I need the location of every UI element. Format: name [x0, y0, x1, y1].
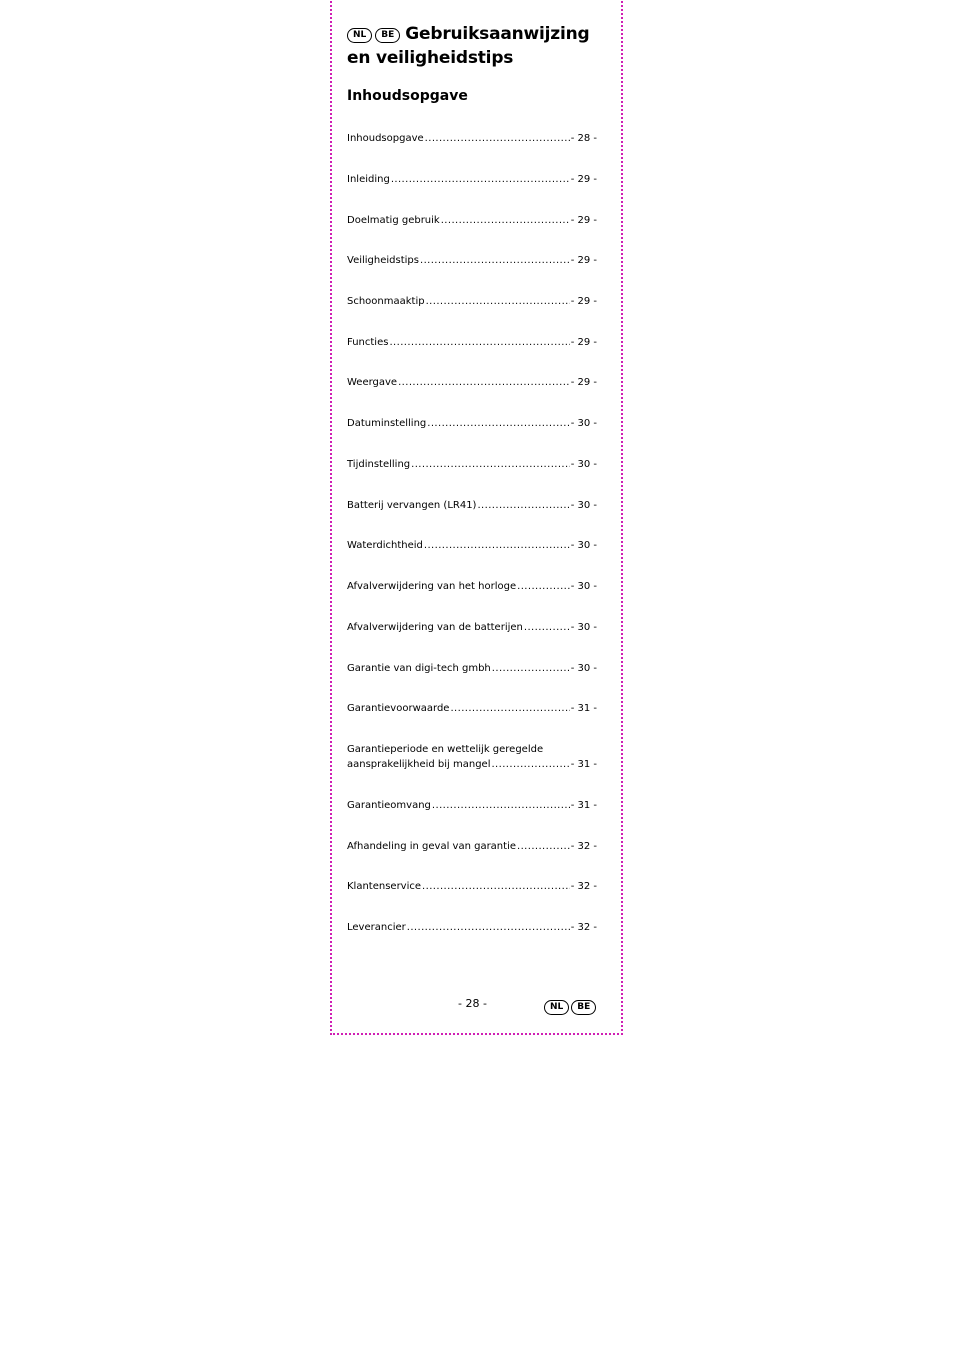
- toc-entry[interactable]: [347, 879, 597, 894]
- toc-leader-dots: [441, 213, 570, 228]
- toc-entry[interactable]: [347, 213, 597, 228]
- toc-entry[interactable]: [347, 742, 597, 772]
- toc-page-number: - 29 -: [570, 337, 597, 348]
- toc-label: Afhandeling in geval van garantie: [347, 841, 516, 852]
- toc-leader-dots: [422, 879, 570, 894]
- footer-language-badges: [544, 996, 598, 1015]
- toc-label: Garantieomvang: [347, 800, 431, 811]
- title-line-1: Gebruiksaanwijzing: [405, 24, 590, 44]
- toc-entry[interactable]: [347, 335, 597, 350]
- toc-entry[interactable]: [347, 375, 597, 390]
- toc-leader-dots: [427, 416, 569, 431]
- toc-label: Weergave: [347, 377, 398, 388]
- section-title: Inhoudsopgave: [347, 88, 468, 104]
- toc-entry[interactable]: [347, 579, 597, 594]
- toc-leader-dots: [524, 620, 570, 635]
- toc-leader-dots: [450, 701, 569, 716]
- toc-leader-dots: [398, 375, 570, 390]
- toc-entry[interactable]: [347, 920, 597, 935]
- toc-page-number: - 29 -: [570, 255, 597, 266]
- toc-leader-dots: [491, 757, 569, 772]
- toc-entry[interactable]: [347, 661, 597, 676]
- language-badge-nl: NL: [347, 28, 372, 43]
- toc-leader-dots: [492, 661, 570, 676]
- toc-leader-dots: [411, 457, 570, 472]
- toc-label: Inhoudsopgave: [347, 133, 424, 144]
- toc-entry[interactable]: [347, 457, 597, 472]
- toc-page-number: - 32 -: [570, 922, 597, 933]
- toc-page-number: - 30 -: [570, 459, 597, 470]
- toc-page-number: - 30 -: [570, 500, 597, 511]
- toc-page-number: - 30 -: [570, 622, 597, 633]
- toc-page-number: - 30 -: [570, 663, 597, 674]
- toc-leader-dots: [517, 839, 570, 854]
- toc-label: Afvalverwijdering van het horloge: [347, 581, 517, 592]
- toc-leader-dots: [426, 294, 570, 309]
- toc-entry[interactable]: [347, 131, 597, 146]
- toc-entry[interactable]: [347, 798, 597, 813]
- document-title: [347, 22, 617, 70]
- toc-label: Leverancier: [347, 922, 406, 933]
- toc-label: Batterij vervangen (LR41): [347, 500, 477, 511]
- toc-page-number: - 30 -: [570, 418, 597, 429]
- toc-entry[interactable]: [347, 701, 597, 716]
- toc-entry[interactable]: [347, 498, 597, 513]
- toc-page-number: - 31 -: [570, 800, 597, 811]
- toc-page-number: - 30 -: [570, 581, 597, 592]
- toc-label: Schoonmaaktip: [347, 296, 425, 307]
- toc-leader-dots: [420, 253, 570, 268]
- toc-leader-dots: [517, 579, 570, 594]
- toc-label: Inleiding: [347, 174, 390, 185]
- toc-leader-dots: [425, 131, 570, 146]
- toc-leader-dots: [407, 920, 570, 935]
- toc-leader-dots: [391, 172, 570, 187]
- toc-page-number: - 29 -: [570, 215, 597, 226]
- toc-label: Tijdinstelling: [347, 459, 411, 470]
- toc-label: Waterdichtheid: [347, 540, 423, 551]
- toc-entry[interactable]: [347, 839, 597, 854]
- toc-page-number: - 29 -: [570, 377, 597, 388]
- toc-leader-dots: [424, 538, 570, 553]
- toc-page-number: - 31 -: [570, 703, 597, 714]
- toc-leader-dots: [477, 498, 569, 513]
- language-badge-be: BE: [571, 1000, 596, 1015]
- toc-page-number: - 30 -: [570, 540, 597, 551]
- toc-label: Garantie van digi-tech gmbh: [347, 663, 491, 674]
- toc-page-number: - 29 -: [570, 174, 597, 185]
- toc-page-number: - 28 -: [570, 133, 597, 144]
- toc-entry[interactable]: [347, 253, 597, 268]
- language-badge-nl: NL: [544, 1000, 569, 1015]
- toc-page-number: - 29 -: [570, 296, 597, 307]
- toc-leader-dots: [389, 335, 569, 350]
- toc-label: Functies: [347, 337, 389, 348]
- toc-entry[interactable]: [347, 172, 597, 187]
- toc-label: Afvalverwijdering van de batterijen: [347, 622, 523, 633]
- toc-page-number: - 32 -: [570, 881, 597, 892]
- toc-label: Klantenservice: [347, 881, 422, 892]
- toc-page-number: - 31 -: [570, 759, 597, 770]
- toc-label: Datuminstelling: [347, 418, 427, 429]
- toc-label-line-1: Garantieperiode en wettelijk geregelde: [347, 744, 544, 755]
- toc-label: aansprakelijkheid bij mangel: [347, 759, 491, 770]
- language-badge-be: BE: [375, 28, 400, 43]
- toc-entry[interactable]: [347, 416, 597, 431]
- toc-label: Garantievoorwaarde: [347, 703, 450, 714]
- toc-label: Veiligheidstips: [347, 255, 419, 266]
- toc-leader-dots: [432, 798, 570, 813]
- toc-entry[interactable]: [347, 294, 597, 309]
- footer-page-number: - 28 -: [458, 997, 487, 1010]
- toc-entry[interactable]: [347, 620, 597, 635]
- toc-entry[interactable]: [347, 538, 597, 553]
- title-line-2: en veiligheidstips: [347, 48, 514, 68]
- toc-label: Doelmatig gebruik: [347, 215, 440, 226]
- toc-page-number: - 32 -: [570, 841, 597, 852]
